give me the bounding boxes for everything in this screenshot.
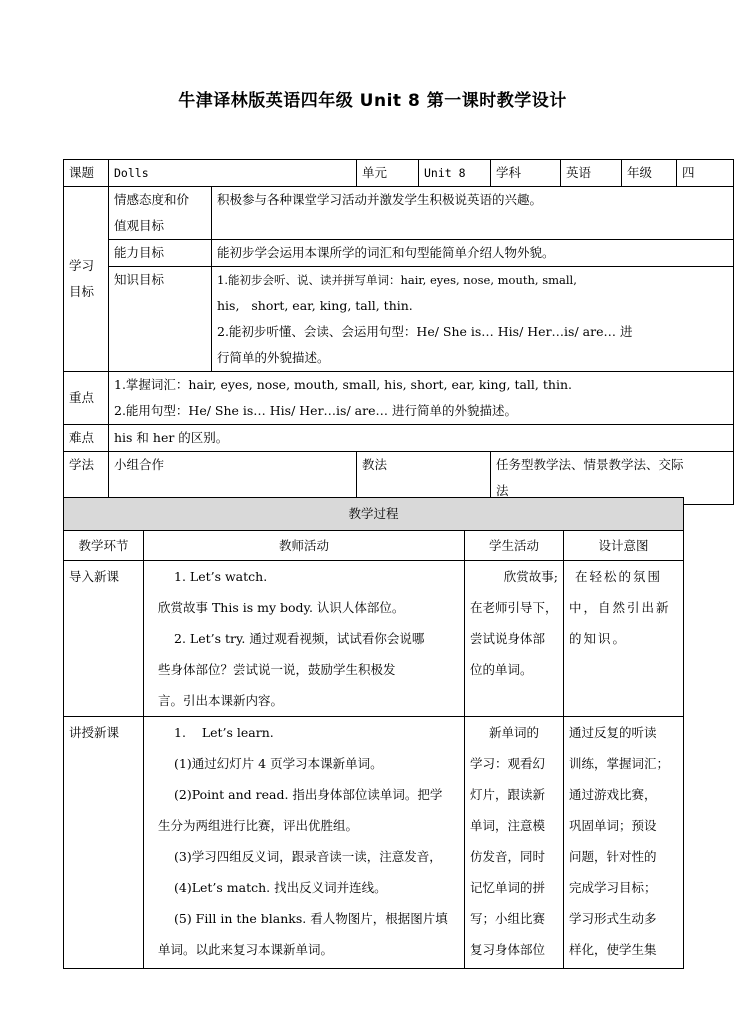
difficulty-text: his 和 her 的区别。 xyxy=(109,425,734,452)
key-points-label: 重点 xyxy=(64,372,109,425)
process-title: 教学过程 xyxy=(64,498,684,531)
process-header-row xyxy=(64,531,684,561)
subject-label: 学科 xyxy=(491,160,561,187)
knowledge-text: 1.能初步会听、说、读并拼写单词：hair, eyes, nose, mouth, small, his, short, ear, king, tall, thin. 2.能初步听懂、会读、会运用句型：He/ She is… His/ Her…is/ are… 进 行简单的外貌描述。 xyxy=(212,267,734,372)
design-intent: 在轻松的氛围 中，自然引出新 的知识。 xyxy=(564,561,684,717)
goal-ability-row xyxy=(64,240,734,267)
header-teacher: 教师活动 xyxy=(144,531,465,561)
goal-emotion-row xyxy=(64,187,734,240)
process-row-new xyxy=(64,717,684,969)
teacher-activity: 1. Let’s watch. 欣赏故事 This is my body. 认识人体部位。 2. Let’s try. 通过观看视频，试试看你会说哪 些身体部位？尝试说一说，鼓励学生积极发 言。引出本课新内容。 xyxy=(144,561,465,717)
difficulty-label: 难点 xyxy=(64,425,109,452)
stage-cell: 导入新课 xyxy=(64,561,144,717)
ability-label: 能力目标 xyxy=(109,240,212,267)
student-activity: 新单词的 学习：观看幻 灯片，跟读新 单词，注意模 仿发音，同时 记忆单词的拼 写；小组比赛 复习身体部位 xyxy=(465,717,564,969)
learn-method-value: 小组合作 xyxy=(109,452,357,505)
ability-text: 能初步学会运用本课所学的词汇和句型能简单介绍人物外貌。 xyxy=(212,240,734,267)
grade-label: 年级 xyxy=(622,160,677,187)
stage-cell: 讲授新课 xyxy=(64,717,144,969)
emotion-label: 情感态度和价 值观目标 xyxy=(109,187,212,240)
student-activity: 欣赏故事; 在老师引导下， 尝试说身体部 位的单词。 xyxy=(465,561,564,717)
goals-label: 学习 目标 xyxy=(64,187,109,372)
knowledge-label: 知识目标 xyxy=(109,267,212,372)
lesson-value: Dolls xyxy=(109,160,357,187)
key-points-text: 1.掌握词汇：hair, eyes, nose, mouth, small, his, short, ear, king, tall, thin. 2.能用句型：He/ She is… His/ Her…is/ are… 进行简单的外貌描述。 xyxy=(109,372,734,425)
unit-value: Unit 8 xyxy=(419,160,491,187)
subject-value: 英语 xyxy=(561,160,622,187)
learn-method-label: 学法 xyxy=(64,452,109,505)
emotion-text: 积极参与各种课堂学习活动并激发学生积极说英语的兴趣。 xyxy=(212,187,734,240)
goal-knowledge-row xyxy=(64,267,734,372)
page-title: 牛津译林版英语四年级 Unit 8 第一课时教学设计 xyxy=(178,91,567,111)
key-points-row xyxy=(64,372,734,425)
header-student: 学生活动 xyxy=(465,531,564,561)
teach-method-label: 教法 xyxy=(357,452,491,505)
difficulty-row xyxy=(64,425,734,452)
teaching-process-table xyxy=(63,497,684,969)
design-intent: 通过反复的听读 训练，掌握词汇； 通过游戏比赛， 巩固单词；预设 问题，针对性的 完成学习目标； 学习形式生动多 样化，使学生集 xyxy=(564,717,684,969)
unit-label: 单元 xyxy=(357,160,419,187)
info-row xyxy=(64,160,734,187)
lesson-info-table xyxy=(63,159,734,505)
process-row-intro xyxy=(64,561,684,717)
header-stage: 教学环节 xyxy=(64,531,144,561)
teacher-activity: 1. Let’s learn. (1)通过幻灯片 4 页学习本课新单词。 (2)Point and read. 指出身体部位读单词。把学 生分为两组进行比赛，评出优胜组。 (3)学习四组反义词，跟录音读一读，注意发音， (4)Let’s match. 找出反义词并连线。 (5) Fill in the blanks. 看人物图片，根据图片填 单词。以此来复习本课新单词。 xyxy=(144,717,465,969)
teach-method-value: 任务型教学法、情景教学法、交际 法 xyxy=(491,452,734,505)
header-intent: 设计意图 xyxy=(564,531,684,561)
grade-value: 四 xyxy=(677,160,734,187)
lesson-label: 课题 xyxy=(64,160,109,187)
